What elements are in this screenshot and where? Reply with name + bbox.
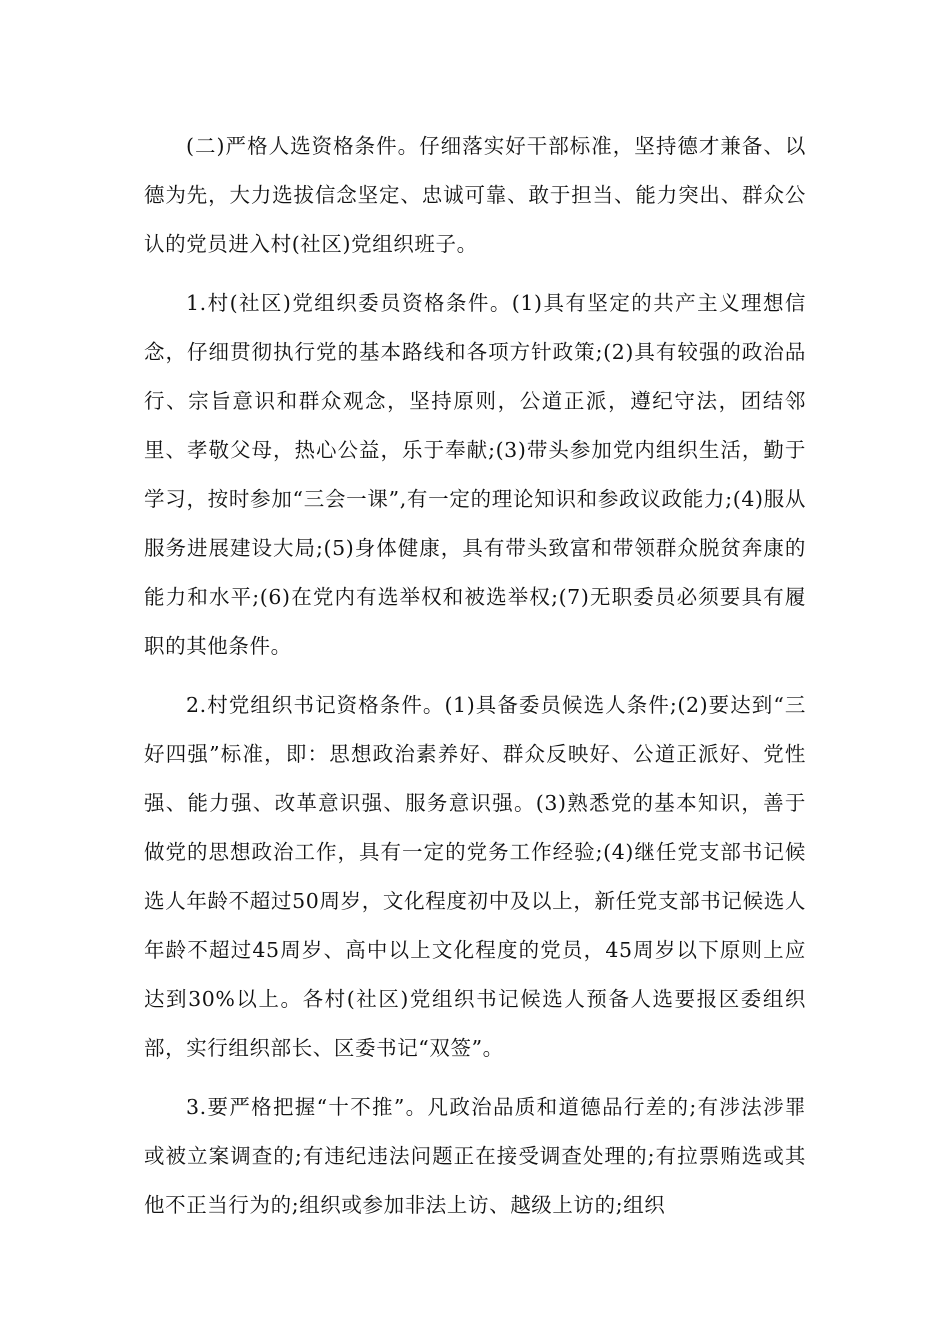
paragraph-ten-exclusions: 3.要严格把握“十不推”。凡政治品质和道德品行差的;有涉法涉罪或被立案调查的;有违纪违法问题正在接受调查处理的;有拉票贿选或其他不正当行为的;组织或参加非法上访、越级上访的;组织 [144, 1095, 806, 1217]
paragraph-committee-member-conditions: 1.村(社区)党组织委员资格条件。(1)具有坚定的共产主义理想信念，仔细贯彻执行党的基本路线和各项方针政策;(2)具有较强的政治品行、宗旨意识和群众观念，坚持原则，公道正派，遵纪守法，团结邻里、孝敬父母，热心公益，乐于奉献;(3)带头参加党内组织生活，勤于学习，按时参加“三会一课”,有一定的理论知识和参政议政能力;(4)服从服务进展建设大局;(5)身体健康，具有带头致富和带领群众脱贫奔康的能力和水平;(6)在党内有选举权和被选举权;(7)无职委员必须要具有履职的其他条件。 [144, 291, 806, 658]
paragraph-qualification-intro: (二)严格人选资格条件。仔细落实好干部标准，坚持德才兼备、以德为先，大力选拔信念坚定、忠诚可靠、敢于担当、能力突出、群众公认的党员进入村(社区)党组织班子。 [144, 134, 806, 256]
document-body [144, 110, 806, 1230]
paragraph-secretary-conditions: 2.村党组织书记资格条件。(1)具备委员候选人条件;(2)要达到“三好四强”标准，即：思想政治素养好、群众反映好、公道正派好、党性强、能力强、改革意识强、服务意识强。(3)熟悉党的基本知识，善于做党的思想政治工作，具有一定的党务工作经验;(4)继任党支部书记候选人年龄不超过50周岁，文化程度初中及以上，新任党支部书记候选人年龄不超过45周岁、高中以上文化程度的党员，45周岁以下原则上应达到30%以上。各村(社区)党组织书记候选人预备人选要报区委组织部，实行组织部长、区委书记“双签”。 [144, 693, 806, 1060]
